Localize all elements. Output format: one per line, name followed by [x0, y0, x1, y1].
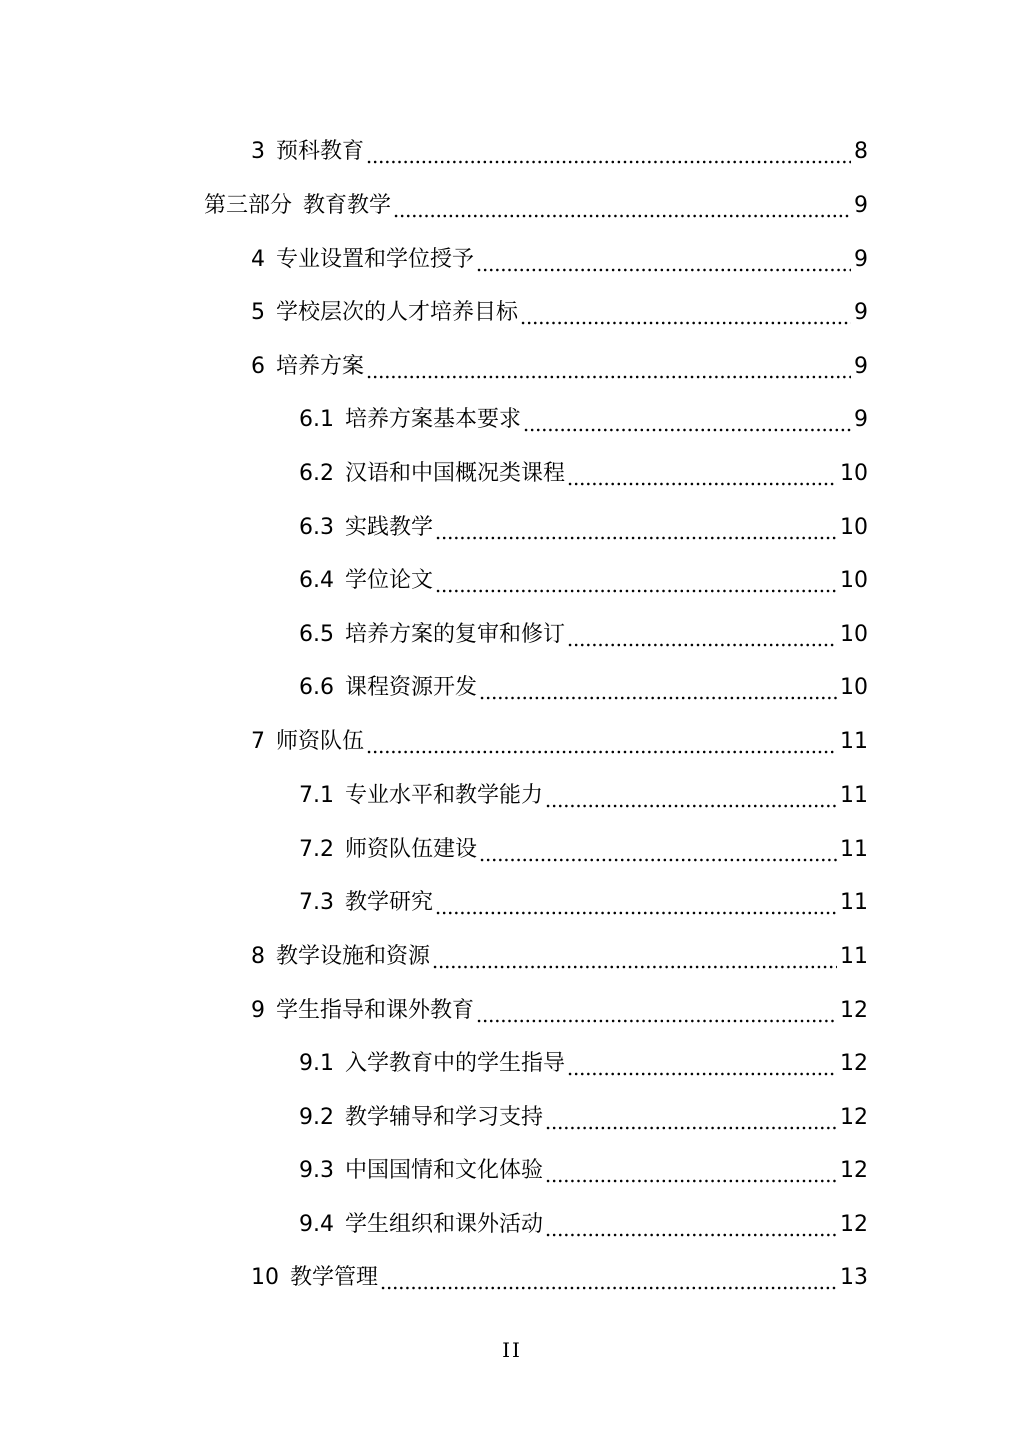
toc-entry-number: 9.3: [299, 1158, 334, 1183]
toc-dot-leader: [567, 619, 837, 651]
toc-entry-page: 11: [840, 944, 868, 969]
toc-entry-number: 9: [251, 998, 265, 1023]
toc-entry-page: 12: [840, 1158, 868, 1183]
toc-entry-title: 学校层次的人才培养目标: [276, 300, 519, 325]
toc-subentry[interactable]: [299, 834, 868, 866]
toc-entry-page: 12: [840, 1051, 868, 1076]
toc-dot-leader: [545, 1102, 837, 1134]
toc-entry-title: 培养方案基本要求: [345, 407, 522, 432]
toc-entry-page: 9: [854, 193, 868, 218]
toc-entry-title: 课程资源开发: [345, 675, 478, 700]
toc-entry-page: 11: [840, 729, 868, 754]
toc-entry-page: 10: [840, 675, 868, 700]
toc-dot-leader: [432, 941, 837, 973]
toc-dot-leader: [479, 672, 837, 704]
toc-entry-number: 7.3: [299, 890, 334, 915]
toc-entry-page: 8: [854, 139, 868, 164]
toc-entry-number: 6.6: [299, 675, 334, 700]
toc-dot-leader: [393, 190, 851, 222]
toc-entry-page: 11: [840, 783, 868, 808]
toc-entry-title: 实践教学: [345, 515, 434, 540]
toc-subentry[interactable]: [299, 565, 868, 597]
toc-dot-leader: [380, 1262, 837, 1294]
toc-entry-number: 7.1: [299, 783, 334, 808]
toc-entry[interactable]: [251, 1262, 868, 1294]
toc-entry-title: 学位论文: [345, 568, 434, 593]
toc-dot-leader: [545, 1209, 837, 1241]
toc-subentry[interactable]: [299, 512, 868, 544]
toc-entry-page: 9: [854, 300, 868, 325]
toc-entry-title: 汉语和中国概况类课程: [345, 461, 566, 486]
toc-entry[interactable]: [251, 941, 868, 973]
toc-subentry[interactable]: [299, 1102, 868, 1134]
toc-dot-leader: [435, 565, 837, 597]
toc-entry-page: 12: [840, 1212, 868, 1237]
toc-entry-page: 9: [854, 247, 868, 272]
toc-subentry[interactable]: [299, 1209, 868, 1241]
toc-entry-page: 13: [840, 1265, 868, 1290]
toc-entry-title: 预科教育: [276, 139, 365, 164]
toc-entry[interactable]: [251, 995, 868, 1027]
toc-entry-number: 6.4: [299, 568, 334, 593]
toc-dot-leader: [545, 1155, 837, 1187]
toc-entry-number: 6.2: [299, 461, 334, 486]
toc-entry-page: 10: [840, 622, 868, 647]
toc-entry-title: 培养方案的复审和修订: [345, 622, 566, 647]
toc-entry-page: 11: [840, 890, 868, 915]
toc-dot-leader: [435, 887, 837, 919]
toc-dot-leader: [435, 512, 837, 544]
toc-entry[interactable]: [251, 351, 868, 383]
toc-entry-number: 6: [251, 354, 265, 379]
toc-entry-number: 4: [251, 247, 265, 272]
toc-subentry[interactable]: [299, 404, 868, 436]
toc-entry-number: 9.2: [299, 1105, 334, 1130]
toc-subentry[interactable]: [299, 1048, 868, 1080]
toc-entry-page: 11: [840, 837, 868, 862]
toc-subentry[interactable]: [299, 672, 868, 704]
toc-entry-title: 学生指导和课外教育: [276, 998, 475, 1023]
toc-entry-title: 教学管理: [290, 1265, 379, 1290]
toc-dot-leader: [520, 297, 851, 329]
toc-entry-number: 9.1: [299, 1051, 334, 1076]
toc-entry-title: 师资队伍建设: [345, 837, 478, 862]
toc-entry-title: 培养方案: [276, 354, 365, 379]
toc-entry-page: 12: [840, 1105, 868, 1130]
toc-entry-number: 10: [251, 1265, 279, 1290]
toc-entry-title: 专业设置和学位授予: [276, 247, 475, 272]
toc-dot-leader: [366, 726, 837, 758]
toc-entry-number: 7: [251, 729, 265, 754]
toc-subentry[interactable]: [299, 458, 868, 490]
toc-entry-number: 3: [251, 139, 265, 164]
page-number: II: [502, 1338, 522, 1362]
toc-dot-leader: [366, 136, 851, 168]
toc-dot-leader: [545, 780, 837, 812]
toc-entry-number: 第三部分: [204, 193, 293, 218]
toc-entry-number: 8: [251, 944, 265, 969]
toc-entry-title: 专业水平和教学能力: [345, 783, 544, 808]
toc-subentry[interactable]: [299, 780, 868, 812]
toc-subentry[interactable]: [299, 619, 868, 651]
toc-entry-number: 5: [251, 300, 265, 325]
toc-dot-leader: [479, 834, 837, 866]
toc-entry-title: 教学辅导和学习支持: [345, 1105, 544, 1130]
toc-entry-page: 9: [854, 407, 868, 432]
toc-entry-part[interactable]: [204, 190, 868, 222]
toc-entry-title: 师资队伍: [276, 729, 365, 754]
toc-entry-page: 10: [840, 568, 868, 593]
toc-entry-title: 中国国情和文化体验: [345, 1158, 544, 1183]
toc-subentry[interactable]: [299, 887, 868, 919]
toc-entry-title: 教育教学: [303, 193, 392, 218]
toc-dot-leader: [366, 351, 851, 383]
toc-dot-leader: [567, 1048, 837, 1080]
toc-entry[interactable]: [251, 136, 868, 168]
toc-dot-leader: [523, 404, 851, 436]
toc-entry-number: 7.2: [299, 837, 334, 862]
toc-entry[interactable]: [251, 297, 868, 329]
toc-entry[interactable]: [251, 244, 868, 276]
toc-subentry[interactable]: [299, 1155, 868, 1187]
toc-dot-leader: [476, 995, 837, 1027]
toc-entry[interactable]: [251, 726, 868, 758]
toc-entry-number: 6.5: [299, 622, 334, 647]
toc-entry-number: 9.4: [299, 1212, 334, 1237]
toc-entry-page: 10: [840, 461, 868, 486]
toc-entry-page: 9: [854, 354, 868, 379]
toc-entry-title: 教学研究: [345, 890, 434, 915]
toc-entry-page: 12: [840, 998, 868, 1023]
toc-entry-number: 6.3: [299, 515, 334, 540]
toc-entry-title: 学生组织和课外活动: [345, 1212, 544, 1237]
toc-entry-page: 10: [840, 515, 868, 540]
toc-dot-leader: [476, 244, 851, 276]
toc-entry-title: 入学教育中的学生指导: [345, 1051, 566, 1076]
toc-entry-number: 6.1: [299, 407, 334, 432]
toc-dot-leader: [567, 458, 837, 490]
toc-entry-title: 教学设施和资源: [276, 944, 431, 969]
